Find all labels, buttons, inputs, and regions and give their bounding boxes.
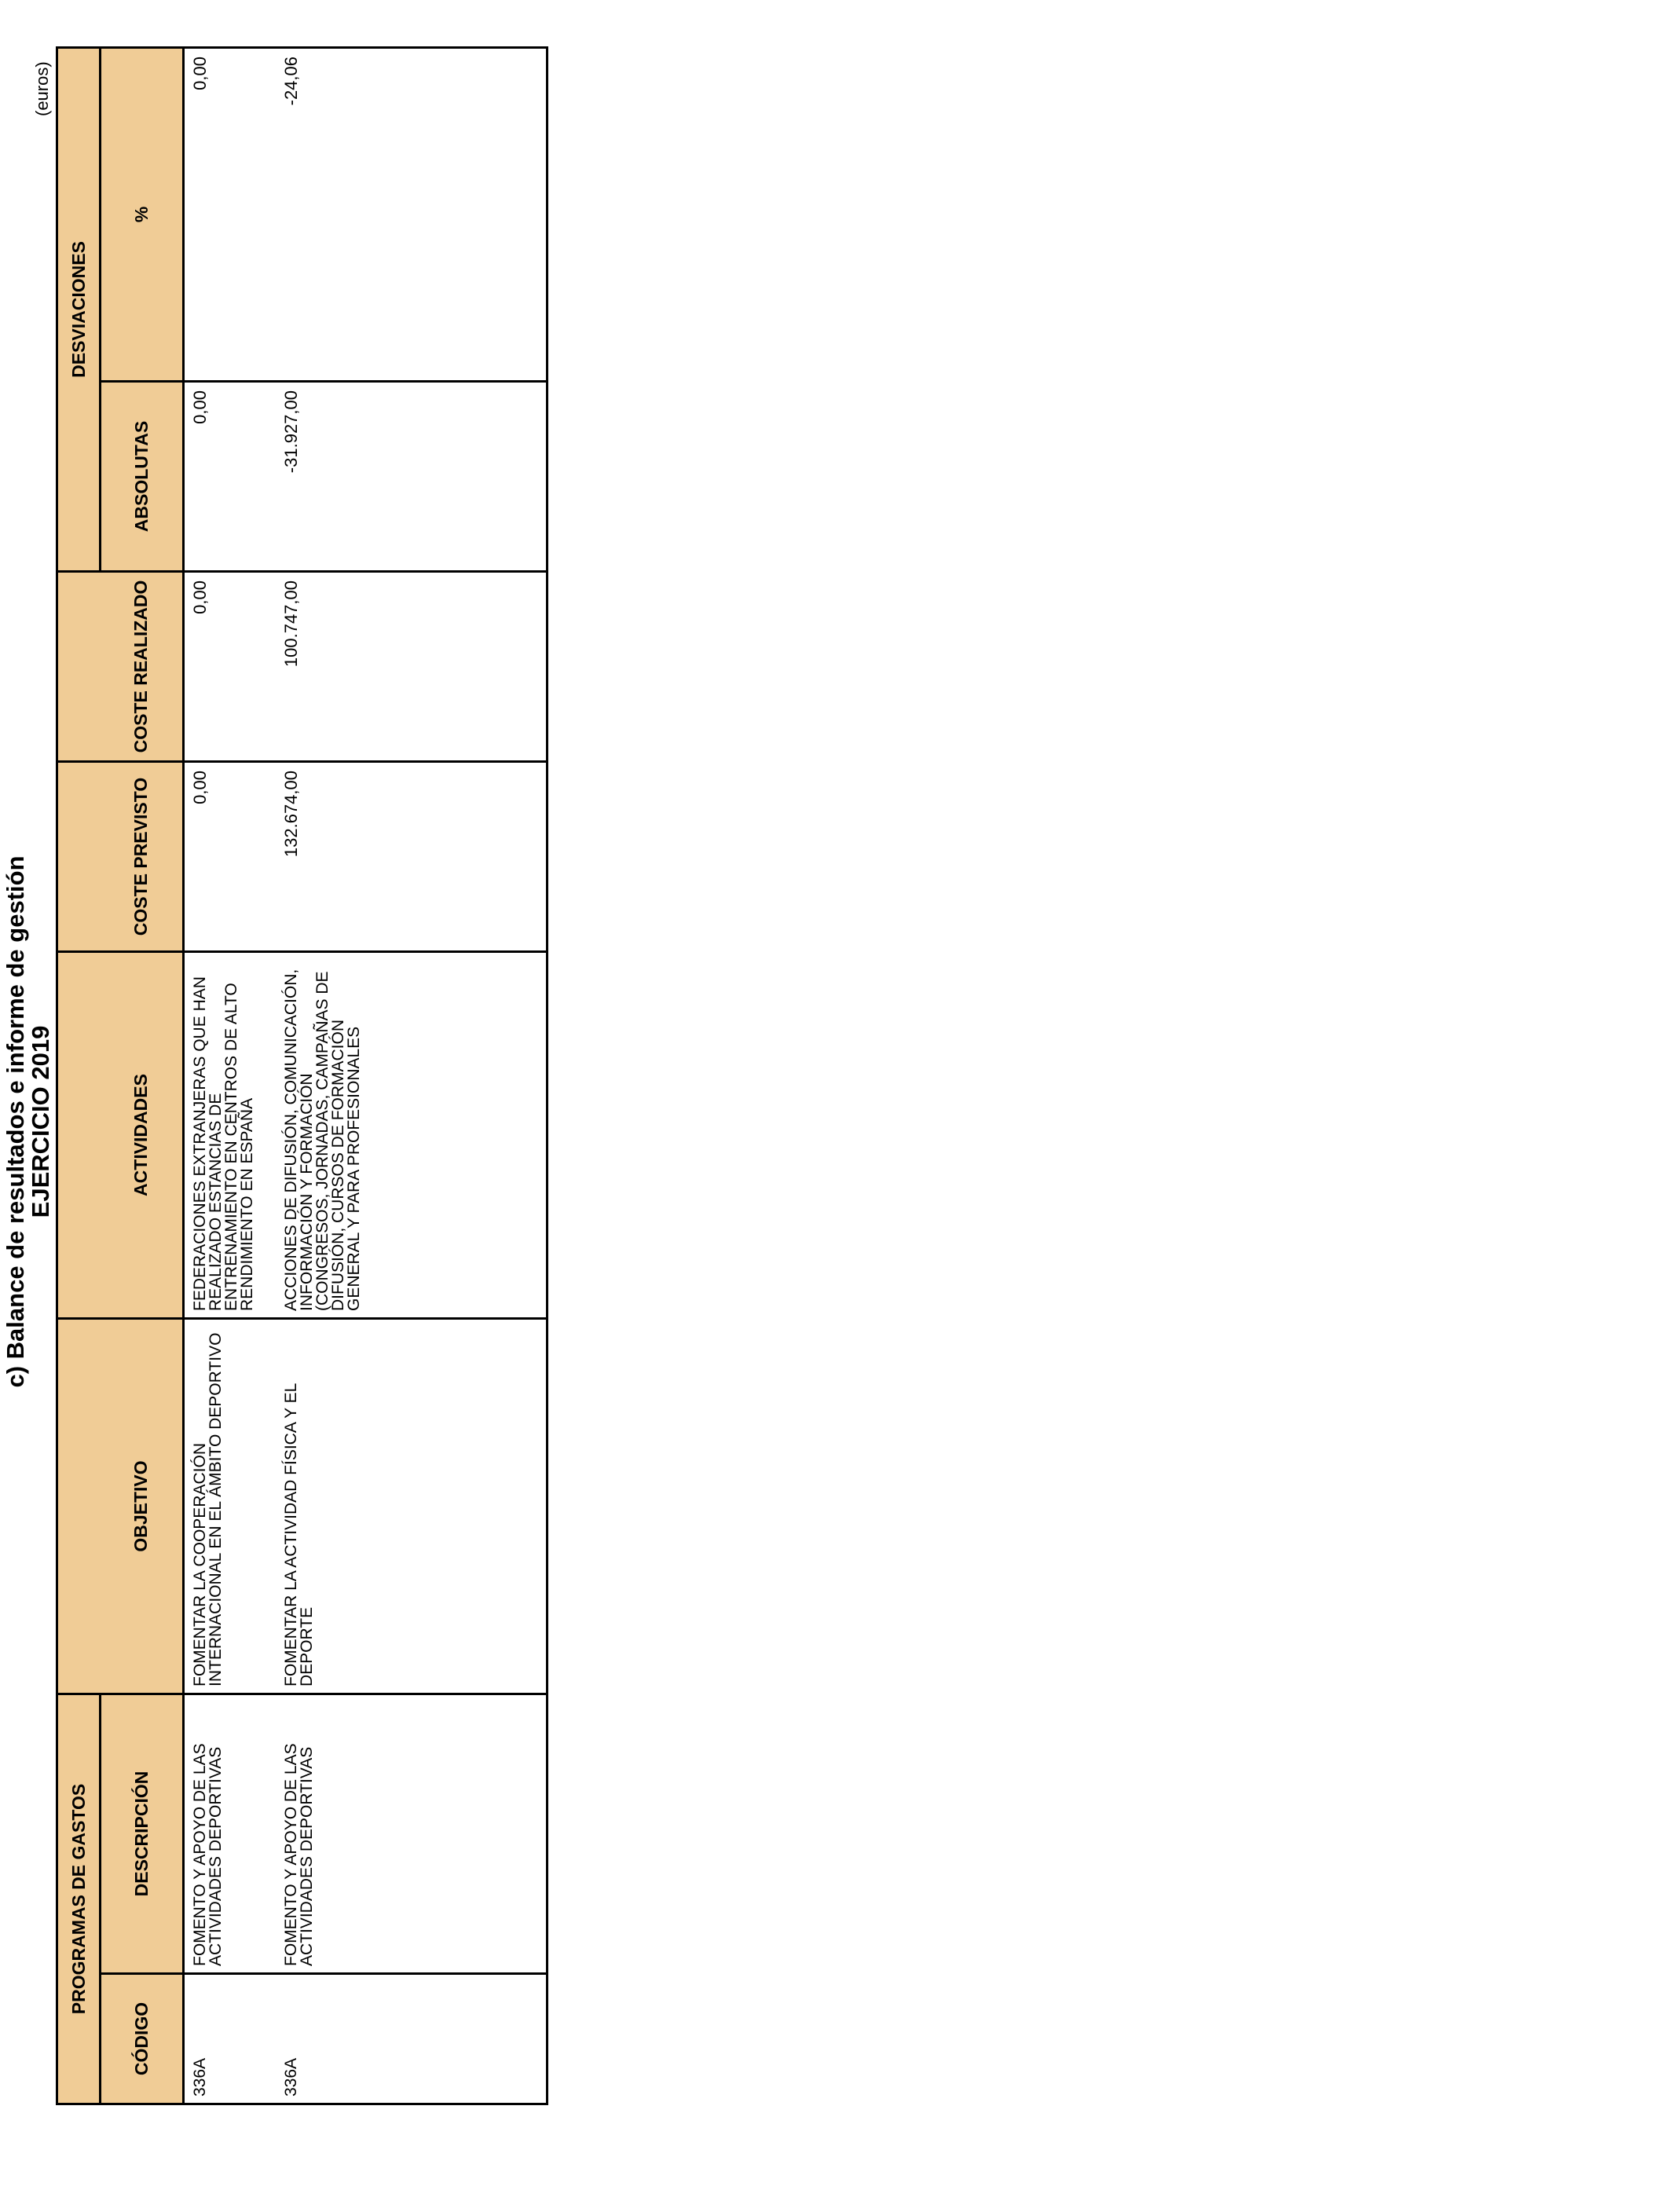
- group-header-programas: PROGRAMAS DE GASTOS: [57, 1694, 101, 2104]
- cell-absolutas: -31.927,00: [279, 382, 548, 572]
- cell-actividades: ACCIONES DE DIFUSIÓN, COMUNICACIÓN, INFORMACIÓN Y FORMACIÓN (CONGRESOS, JORNADAS, CAMPAÑAS DE DIFUSIÓN, CURSOS DE FORMACIÓN GENERAL Y PARA PROFESIONALES: [279, 952, 548, 1319]
- column-header-coste-previsto: COSTE PREVISTO: [101, 762, 184, 952]
- balance-table: [56, 46, 548, 2105]
- group-header-desviaciones: DESVIACIONES: [57, 47, 101, 571]
- cell-codigo: 336A: [279, 1974, 548, 2104]
- group-header-blank-actividades: [57, 952, 101, 1319]
- column-header-actividades: ACTIVIDADES: [101, 952, 184, 1319]
- document-title: c) Balance de resultados e informe de gestión: [2, 855, 29, 1388]
- cell-coste-realizado: 0,00: [184, 572, 280, 762]
- group-header-blank-objetivo: [57, 1319, 101, 1694]
- column-header-row: [101, 47, 184, 2104]
- unit-label: (euros): [32, 61, 52, 116]
- cell-actividades: FEDERACIONES EXTRANJERAS QUE HAN REALIZADO ESTANCIAS DE ENTRENAMIENTO EN CENTROS DE ALTO RENDIMIENTO EN ESPAÑA: [184, 952, 280, 1319]
- column-header-objetivo: OBJETIVO: [101, 1319, 184, 1694]
- column-header-codigo: CÓDIGO: [101, 1974, 184, 2104]
- cell-descripcion: FOMENTO Y APOYO DE LAS ACTIVIDADES DEPORTIVAS: [184, 1694, 280, 1974]
- cell-objetivo: FOMENTAR LA ACTIVIDAD FÍSICA Y EL DEPORTE: [279, 1319, 548, 1694]
- table-row: [279, 47, 548, 2104]
- group-header-blank-previsto: [57, 762, 101, 952]
- cell-objetivo: FOMENTAR LA COOPERACIÓN INTERNACIONAL EN EL ÁMBITO DEPORTIVO: [184, 1319, 280, 1694]
- cell-porcentaje: 0,00: [184, 47, 280, 381]
- column-header-porcentaje: %: [101, 47, 184, 381]
- cell-coste-realizado: 100.747,00: [279, 572, 548, 762]
- document-subtitle: EJERCICIO 2019: [27, 1025, 54, 1218]
- cell-porcentaje: -24,06: [279, 47, 548, 381]
- table-row: [184, 47, 280, 2104]
- cell-coste-previsto: 132.674,00: [279, 762, 548, 952]
- group-header-blank-realizado: [57, 572, 101, 762]
- cell-descripcion: FOMENTO Y APOYO DE LAS ACTIVIDADES DEPORTIVAS: [279, 1694, 548, 1974]
- cell-codigo: 336A: [184, 1974, 280, 2104]
- cell-coste-previsto: 0,00: [184, 762, 280, 952]
- column-header-coste-realizado: COSTE REALIZADO: [101, 572, 184, 762]
- cell-absolutas: 0,00: [184, 382, 280, 572]
- column-header-descripcion: DESCRIPCIÓN: [101, 1694, 184, 1974]
- group-header-row: [57, 47, 101, 2104]
- column-header-absolutas: ABSOLUTAS: [101, 382, 184, 572]
